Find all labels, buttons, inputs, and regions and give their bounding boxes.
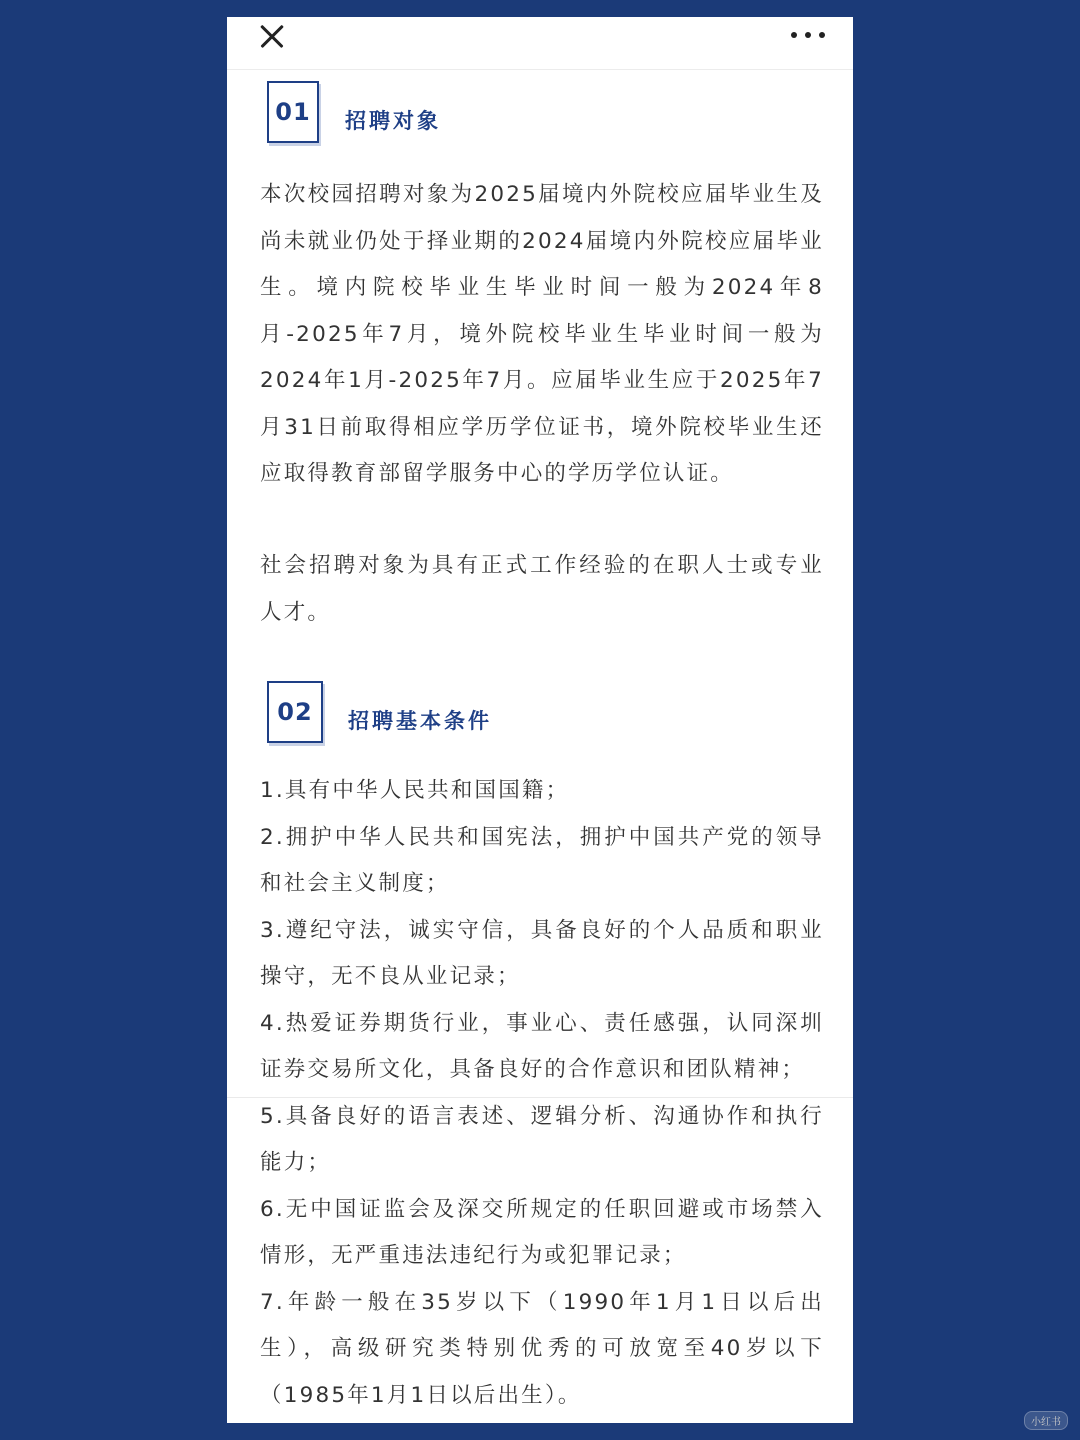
article-page [227,17,853,1423]
list-item: 7.年龄一般在35岁以下（1990年1月1日以后出生），高级研究类特别优秀的可放宽至40岁以下（1985年1月1日以后出生）。 [260,1289,824,1408]
top-bar [227,17,853,70]
close-icon[interactable] [255,19,289,53]
list-item: 1.具有中华人民共和国国籍； [260,778,570,803]
more-options-icon[interactable] [791,31,825,39]
section-number-badge: 02 [267,681,323,743]
list-item: 5.具备良好的语言表述、逻辑分析、沟通协作和执行能力； [260,1103,824,1175]
list-item: 3.遵纪守法，诚实守信，具备良好的个人品质和职业操守，无不良从业记录； [260,917,824,989]
requirements-list [260,768,824,1419]
dot-icon [791,32,797,38]
divider [227,1097,853,1098]
dot-icon [805,32,811,38]
section-number-badge: 01 [267,81,319,143]
dot-icon [819,32,825,38]
section-paragraph: 本次校园招聘对象为2025届境内外院校应届毕业生及尚未就业仍处于择业期的2024届境内外院校应届毕业生。境内院校毕业生毕业时间一般为2024年8月-2025年7月，境外院校毕业生毕业时间一般为2024年1月-2025年7月。应届毕业生应于2025年7月31日前取得相应学历学位证书，境外院校毕业生还应取得教育部留学服务中心的学历学位认证。 [260,182,824,486]
list-item: 6.无中国证监会及深交所规定的任职回避或市场禁入情形，无严重违法违纪行为或犯罪记录； [260,1196,824,1268]
section-header-1 [267,81,827,147]
list-item: 4.热爱证券期货行业，事业心、责任感强，认同深圳证券交易所文化，具备良好的合作意识和团队精神； [260,1010,824,1082]
section-title: 招聘基本条件 [348,709,492,733]
section-header-2 [267,681,827,747]
section-title: 招聘对象 [345,109,441,133]
section-paragraph: 社会招聘对象为具有正式工作经验的在职人士或专业人才。 [260,553,824,625]
watermark-logo: 小红书 [1024,1411,1068,1430]
list-item: 2.拥护中华人民共和国宪法，拥护中国共产党的领导和社会主义制度； [260,824,824,896]
